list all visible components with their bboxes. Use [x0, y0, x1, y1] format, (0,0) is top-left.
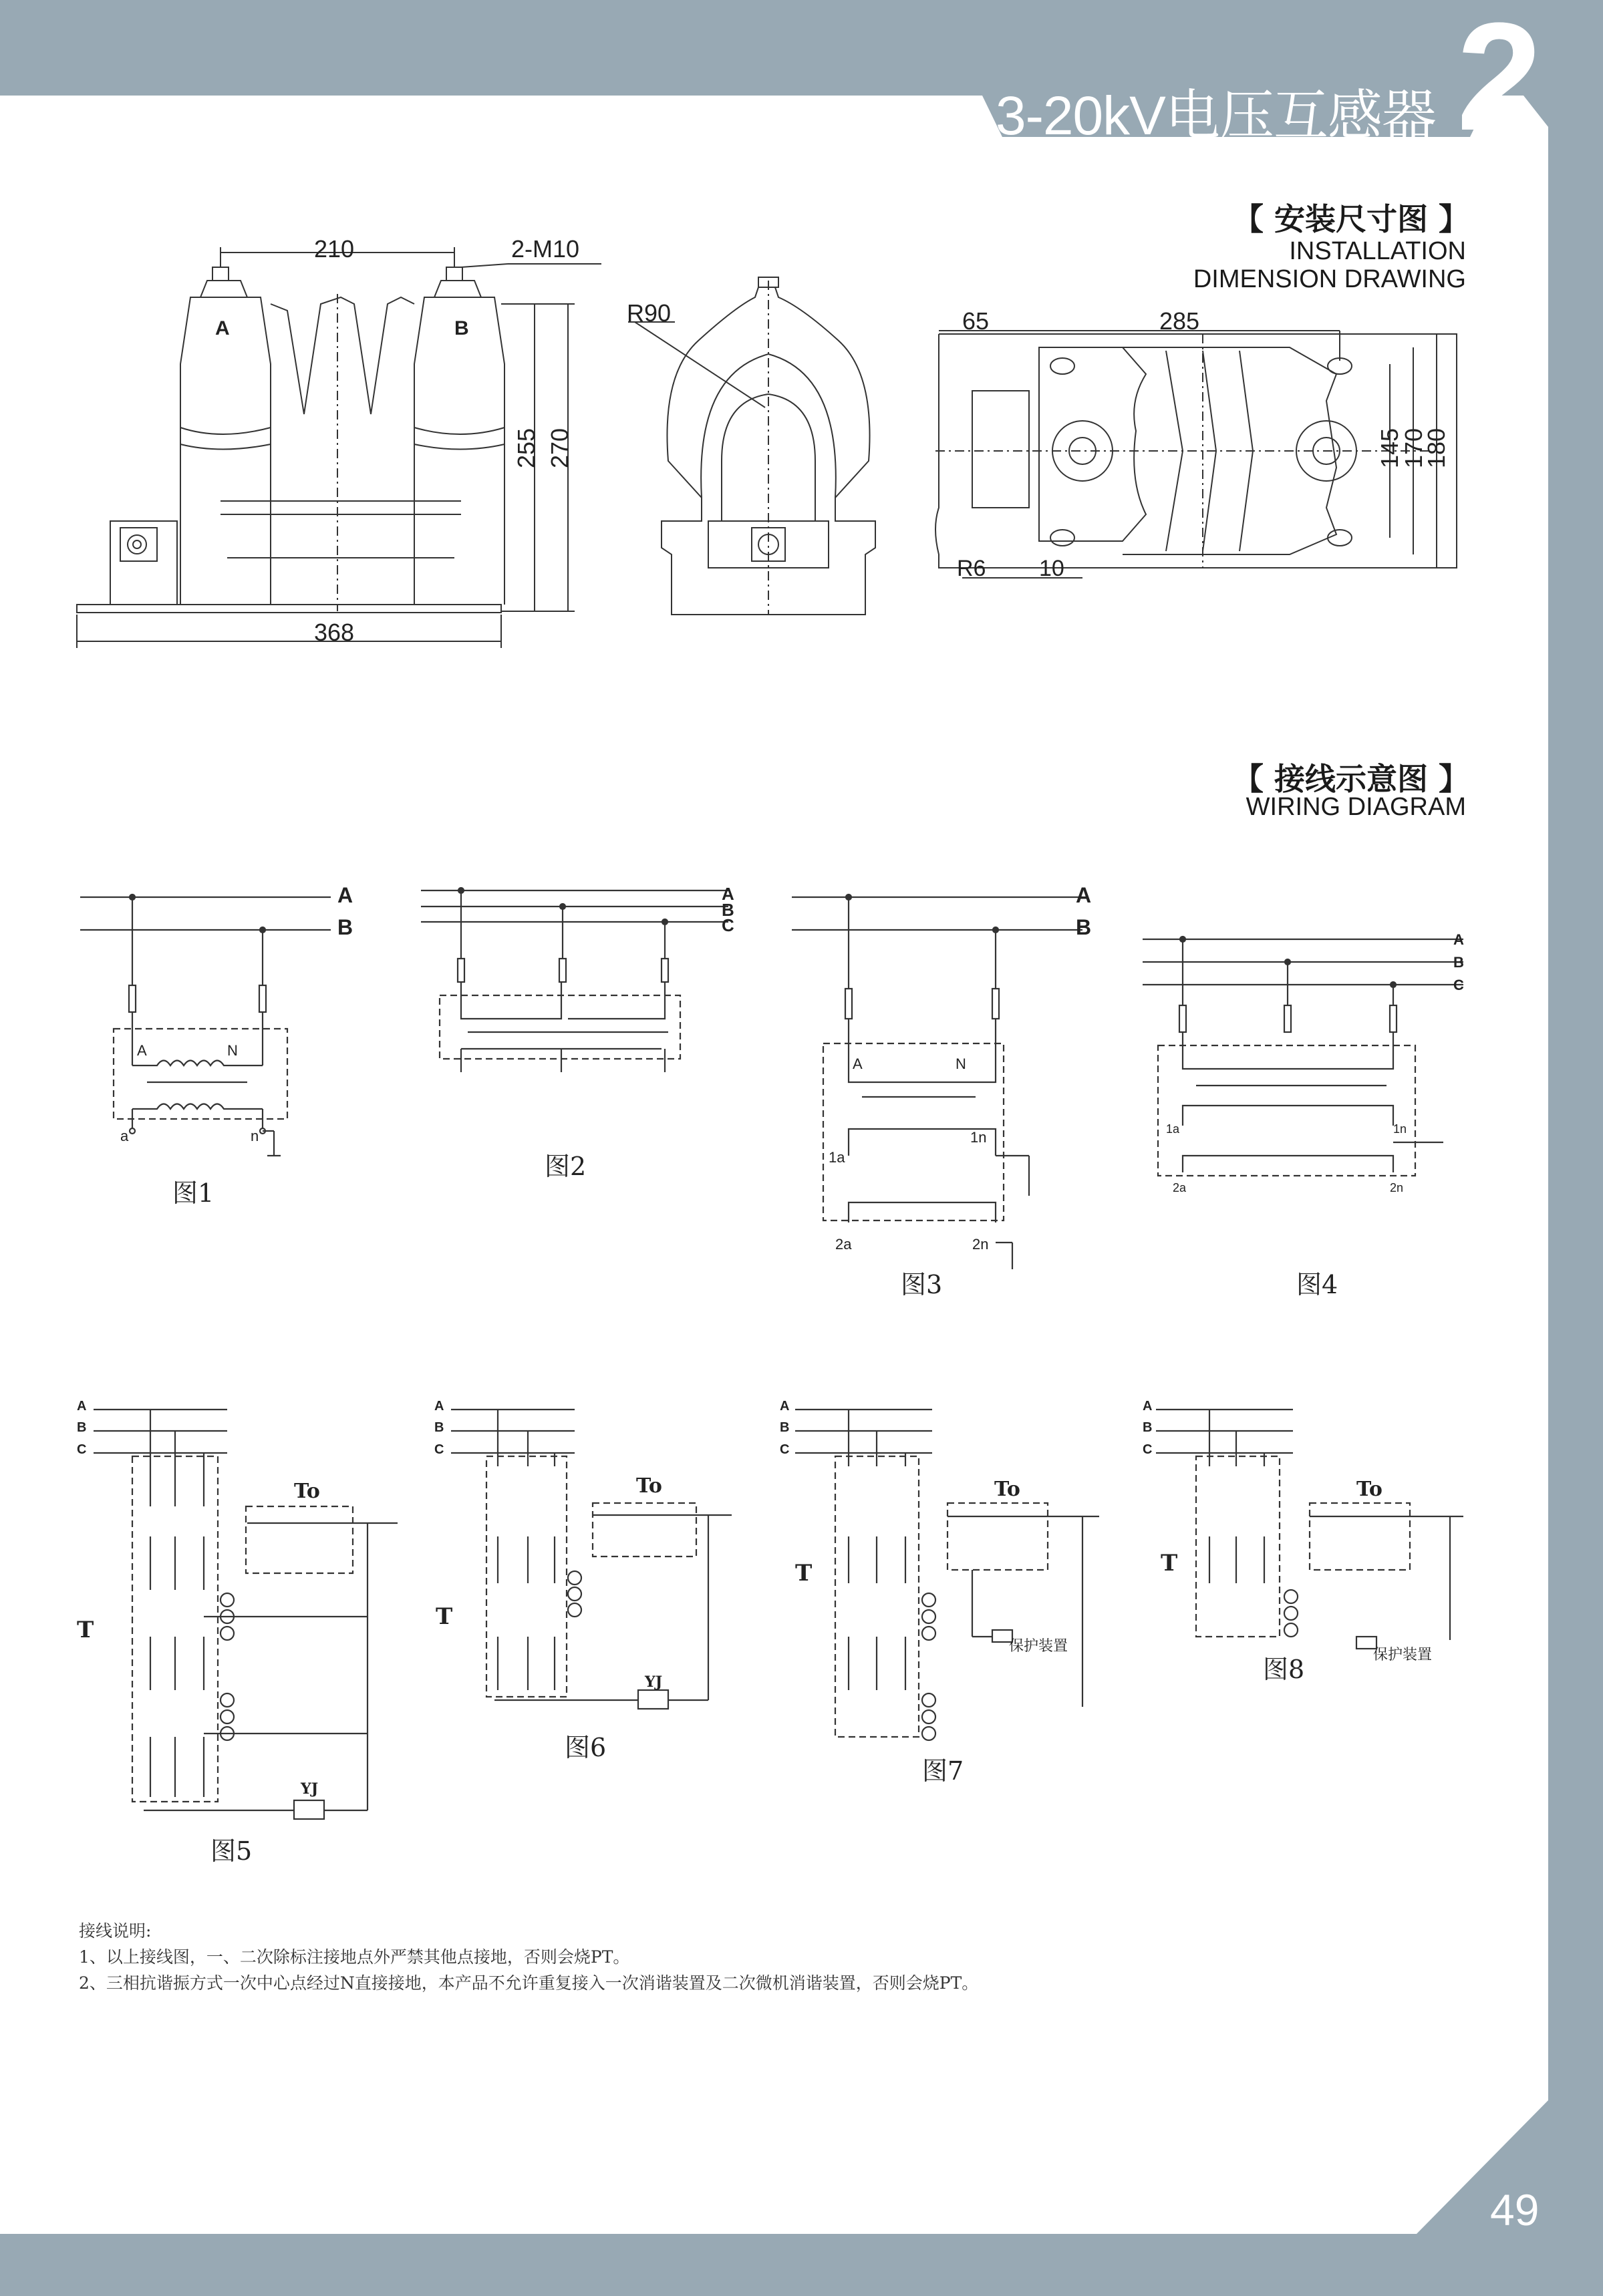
dim-65: 65 — [962, 307, 990, 335]
fig5-label-To: To — [294, 1480, 320, 1503]
fig7-label-C: C — [780, 1442, 790, 1457]
dim-145: 145 — [1376, 428, 1404, 469]
wiring-fig5 — [94, 1410, 398, 1819]
fig1-label-A: A — [337, 883, 353, 907]
fig3-primary-N: N — [956, 1055, 966, 1072]
wiring-notes — [79, 1919, 978, 1996]
fig4-label-2n: 2n — [1390, 1181, 1404, 1194]
fig7-label-B: B — [780, 1420, 790, 1435]
notes-heading: 接线说明: — [79, 1921, 152, 1941]
caption-fig4: 图4 — [1296, 1270, 1338, 1299]
dim-285: 285 — [1159, 307, 1200, 335]
dim-255: 255 — [513, 428, 541, 469]
notes-item-1: 1、以上接线图，一、二次除标注接地点外严禁其他点接地，否则会烧PT。 — [79, 1947, 630, 1967]
fig5-label-T: T — [77, 1617, 94, 1643]
fig8-label-C: C — [1143, 1442, 1153, 1457]
fig3-label-1n: 1n — [970, 1129, 987, 1146]
fig3-label-2a: 2a — [835, 1236, 852, 1253]
fig5-label-A: A — [77, 1399, 87, 1414]
fig2-label-B: B — [722, 900, 734, 920]
fig8-protection-device: 保护装置 — [1373, 1647, 1433, 1663]
fig4-label-C: C — [1453, 977, 1464, 993]
fig6-label-YJ: YJ — [645, 1673, 663, 1691]
fig7-protection-device: 保护装置 — [1009, 1638, 1068, 1655]
caption-fig6: 图6 — [565, 1733, 607, 1762]
wiring-fig8 — [1156, 1410, 1463, 1649]
caption-fig8: 图8 — [1263, 1655, 1305, 1684]
dim-180: 180 — [1423, 428, 1451, 469]
caption-fig2: 图2 — [545, 1152, 587, 1181]
fig8-label-B: B — [1143, 1420, 1153, 1435]
wiring-fig6 — [451, 1410, 732, 1709]
fig2-label-A: A — [722, 884, 734, 904]
fig8-label-To: To — [1356, 1478, 1382, 1501]
fig8-label-A: A — [1143, 1399, 1153, 1414]
dim-270: 270 — [546, 428, 574, 469]
fig5-label-YJ: YJ — [301, 1780, 319, 1798]
fig1-label-B: B — [337, 915, 353, 939]
fig4-label-1n: 1n — [1393, 1122, 1407, 1136]
fig3-label-2n: 2n — [972, 1236, 989, 1253]
section-number: 2 — [1457, 0, 1542, 162]
terminal-A: A — [215, 317, 230, 339]
fig4-label-B: B — [1453, 954, 1464, 971]
dim-2m10: 2-M10 — [511, 235, 580, 263]
fig2-label-C: C — [722, 915, 734, 935]
installation-title-en-line2: DIMENSION DRAWING — [1193, 265, 1466, 293]
caption-fig7: 图7 — [922, 1756, 964, 1786]
wiring-fig3 — [792, 894, 1082, 1269]
wiring-fig7 — [795, 1410, 1099, 1740]
dim-r90: R90 — [627, 299, 672, 327]
installation-title-cn: 【 安装尺寸图 】 — [1232, 201, 1469, 237]
fig5-label-C: C — [77, 1442, 87, 1457]
fig1-secondary-n: n — [251, 1128, 259, 1144]
fig6-label-B: B — [434, 1420, 444, 1435]
fig1-primary-N: N — [227, 1042, 238, 1059]
fig5-label-B: B — [77, 1420, 87, 1435]
fig3-primary-A: A — [853, 1055, 863, 1072]
wiring-title-cn: 【 接线示意图 】 — [1232, 761, 1469, 797]
fig3-label-1a: 1a — [829, 1149, 845, 1166]
wiring-title-en: WIRING DIAGRAM — [1246, 793, 1466, 821]
wiring-fig1 — [80, 894, 331, 1156]
notes-item-2: 2、三相抗谐振方式一次中心点经过N直接接地，本产品不允许重复接入一次消谐装置及二次微机消谐装置，否则会烧PT。 — [79, 1973, 979, 1993]
fig6-label-C: C — [434, 1442, 444, 1457]
wiring-fig4 — [1143, 937, 1463, 1176]
fig3-label-A: A — [1076, 883, 1092, 907]
fig6-label-To: To — [636, 1474, 662, 1498]
page-number: 49 — [1490, 2185, 1540, 2235]
fig8-label-T: T — [1161, 1550, 1178, 1577]
dim-368: 368 — [314, 619, 355, 646]
fig3-label-B: B — [1076, 915, 1092, 939]
installation-title-en-line1: INSTALLATION — [1289, 237, 1466, 265]
fig4-label-1a: 1a — [1166, 1122, 1180, 1136]
caption-fig3: 图3 — [901, 1270, 943, 1299]
dim-10: 10 — [1039, 556, 1064, 581]
header-title: 3-20kV电压互感器 — [996, 86, 1436, 146]
dim-170: 170 — [1400, 428, 1428, 469]
fig1-secondary-a: a — [120, 1128, 129, 1144]
fig6-label-T: T — [436, 1603, 453, 1630]
fig7-label-T: T — [795, 1560, 813, 1587]
dim-210: 210 — [314, 235, 355, 263]
fig6-label-A: A — [434, 1399, 444, 1414]
wiring-fig2 — [421, 888, 728, 1072]
caption-fig1: 图1 — [172, 1178, 214, 1208]
fig1-primary-A: A — [137, 1042, 147, 1059]
fig4-label-2a: 2a — [1173, 1181, 1187, 1194]
fig7-label-A: A — [780, 1399, 790, 1414]
fig4-label-A: A — [1453, 931, 1464, 948]
dim-r6: R6 — [957, 556, 986, 581]
terminal-B: B — [454, 317, 469, 339]
caption-fig5: 图5 — [210, 1836, 253, 1866]
fig7-label-To: To — [994, 1478, 1020, 1501]
